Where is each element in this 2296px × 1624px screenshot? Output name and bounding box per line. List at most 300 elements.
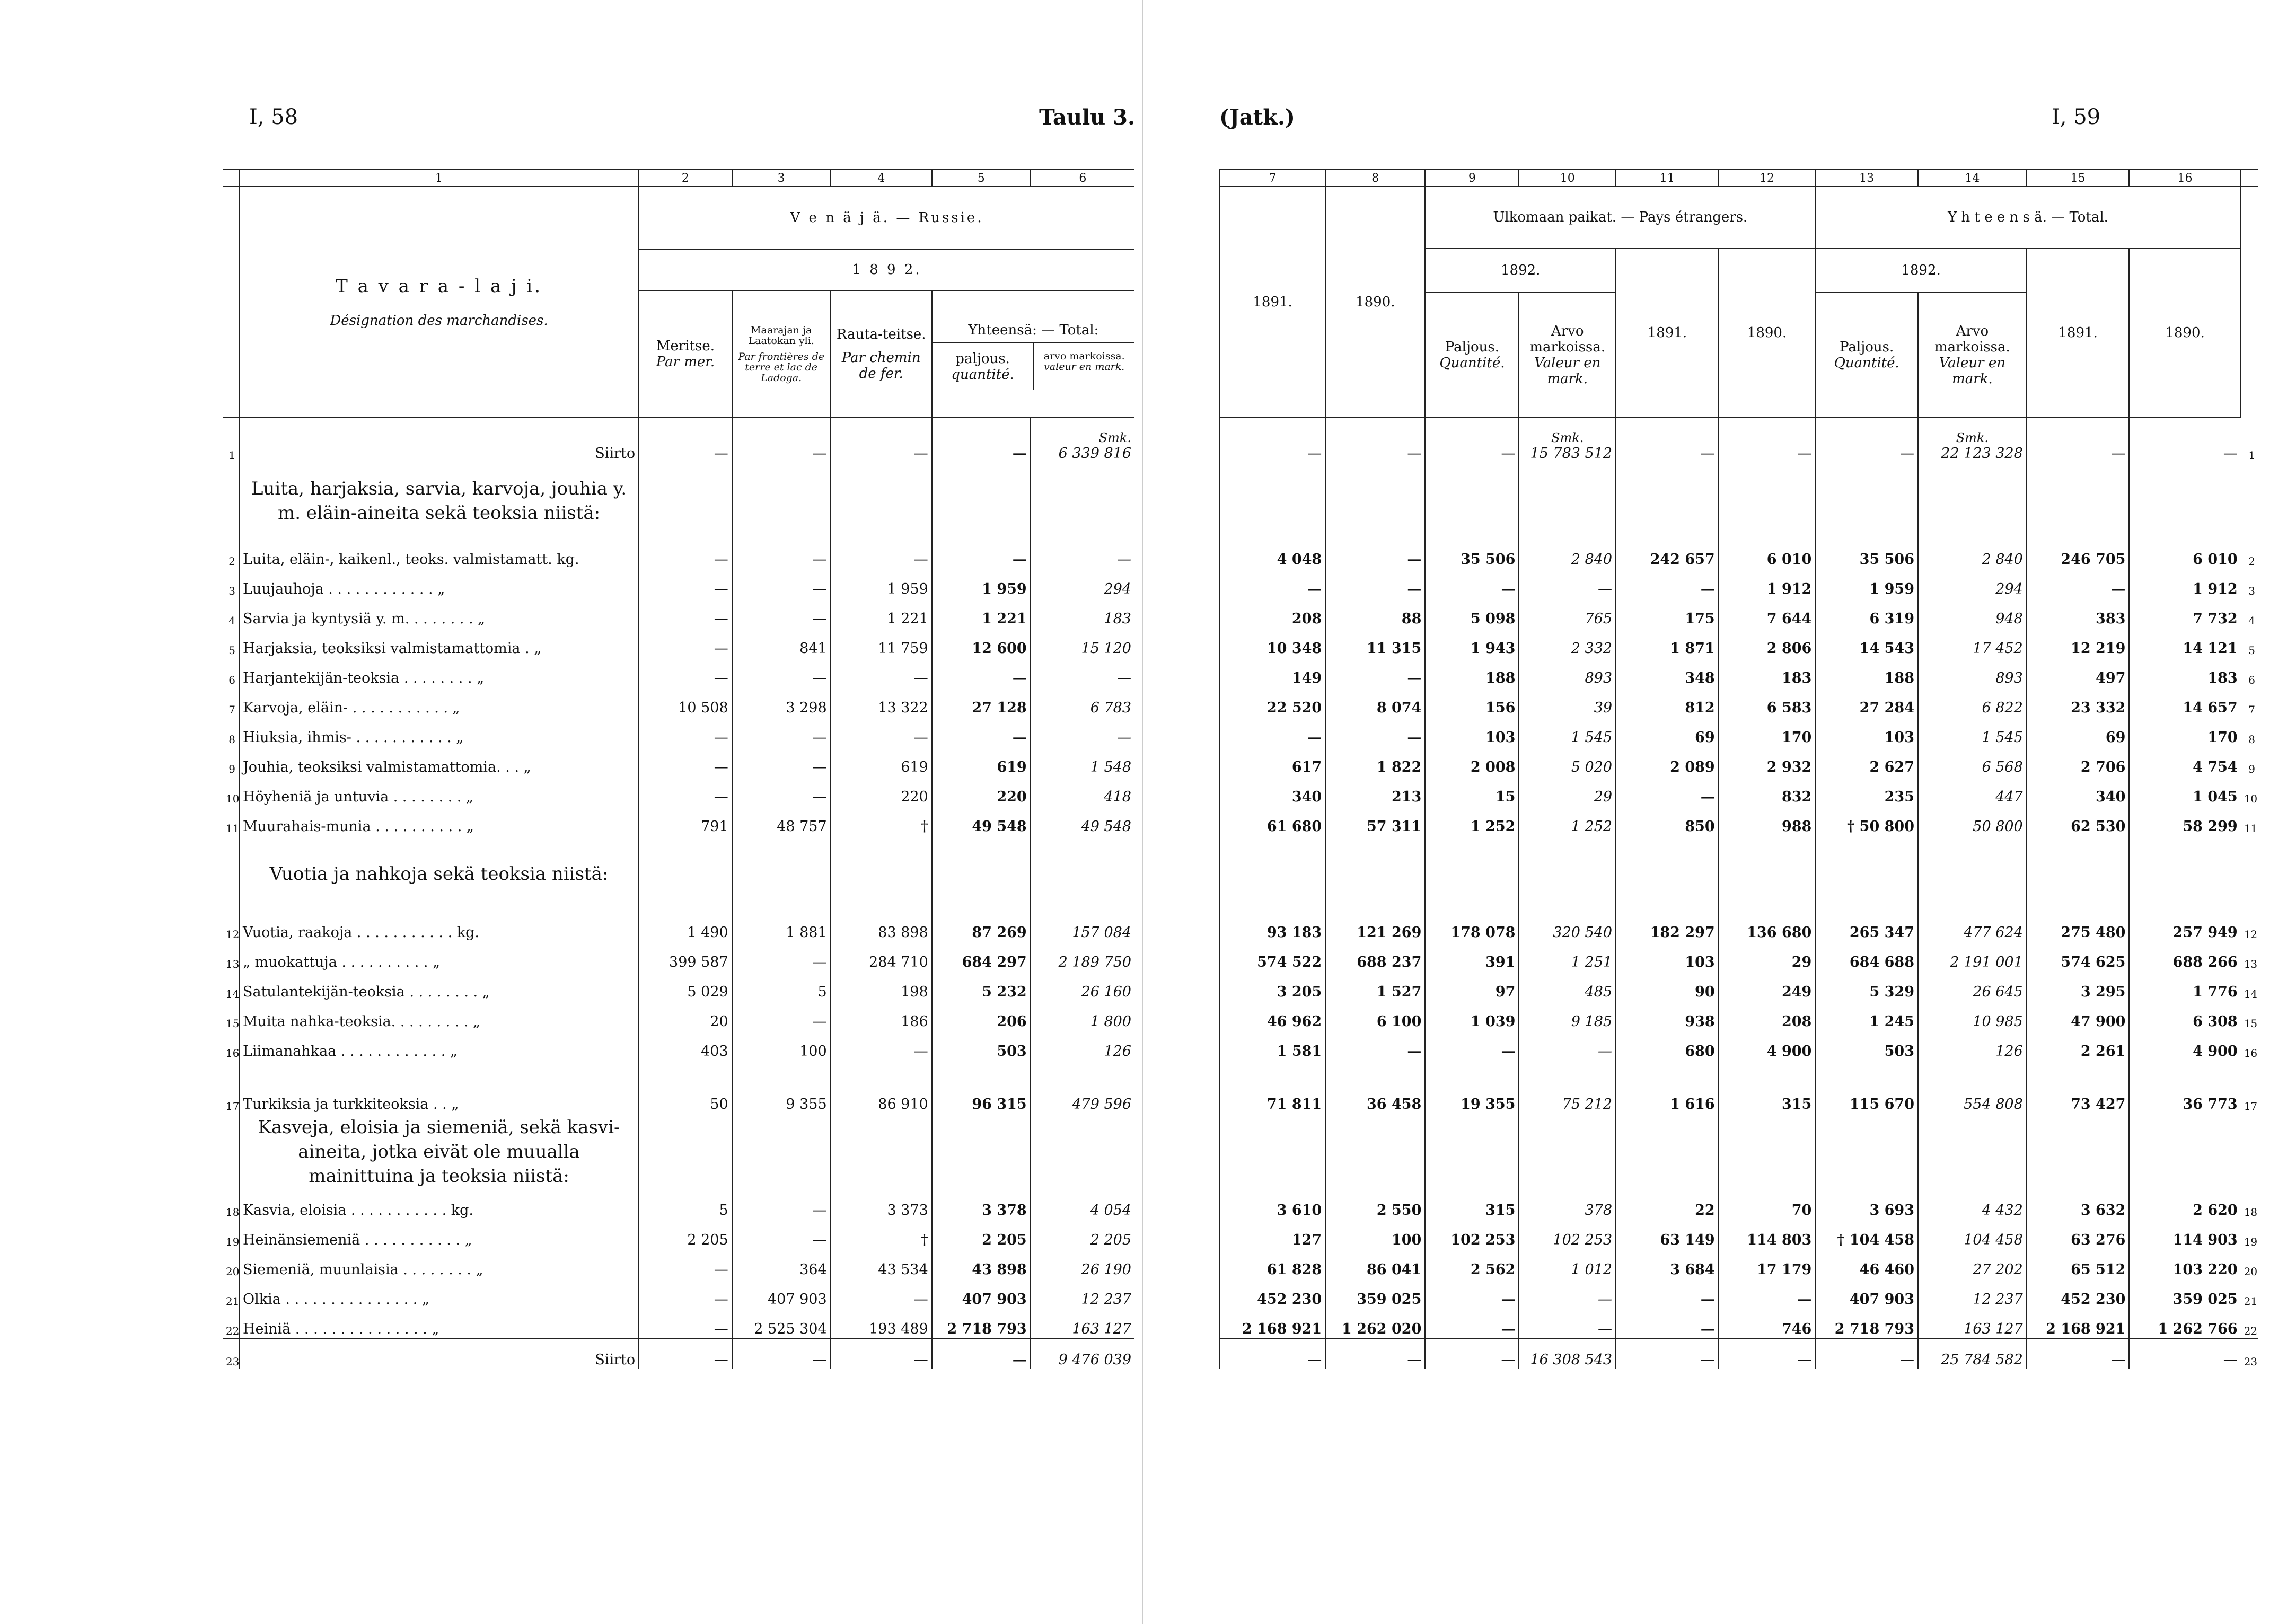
- total-val-header: [1918, 293, 2027, 418]
- cell: 93 183: [1220, 912, 1325, 942]
- cell: 103: [1616, 942, 1719, 972]
- cell: —: [831, 539, 932, 569]
- cell: 14 121: [2129, 628, 2240, 658]
- cell: 46 460: [1815, 1249, 1918, 1279]
- cell: 2 620: [2129, 1190, 2240, 1220]
- cell: 50 800: [1918, 806, 2027, 836]
- line-number: 11: [226, 822, 239, 835]
- cell: 1 221: [831, 598, 932, 628]
- cell: 2 550: [1325, 1190, 1425, 1220]
- line-number: 7: [228, 703, 235, 716]
- cell: 1 800: [1031, 1001, 1134, 1031]
- cell: † 104 458: [1815, 1220, 1918, 1249]
- table-row: [223, 806, 1134, 836]
- land-fi: Maarajan ja Laatokan yli.: [748, 324, 814, 347]
- cell: —: [1325, 539, 1425, 569]
- table-row: [1220, 1190, 2258, 1220]
- table-row: [1220, 569, 2258, 598]
- line-number: 13: [2244, 958, 2258, 970]
- cell: 96 315: [932, 1084, 1031, 1114]
- cell: —: [732, 539, 831, 569]
- cell: —: [1325, 1031, 1425, 1061]
- cell: 9 355: [732, 1084, 831, 1114]
- cell: 5 098: [1425, 598, 1519, 628]
- line-number: 19: [226, 1235, 239, 1248]
- rail-fi: Rauta-teitse.: [836, 326, 926, 342]
- cell: 5: [732, 972, 831, 1001]
- line-number: 11: [2244, 822, 2258, 835]
- cell: —: [639, 717, 732, 747]
- cell: 1 959: [831, 569, 932, 598]
- cell: 5 232: [932, 972, 1031, 1001]
- table-row: [1220, 1084, 2258, 1114]
- table-row: [1220, 1220, 2258, 1249]
- cell: 617: [1220, 747, 1325, 776]
- cell: 62 530: [2027, 806, 2130, 836]
- table-row: [1220, 658, 2258, 687]
- line-number: 20: [226, 1265, 239, 1278]
- table-row: [223, 1220, 1134, 1249]
- cell: —: [1815, 1339, 1918, 1369]
- cell: —: [932, 658, 1031, 687]
- currency-label: Smk.: [1551, 430, 1584, 445]
- cell-value: —: [1307, 445, 1322, 462]
- cell: —: [732, 1001, 831, 1031]
- cell: 29: [1719, 942, 1816, 972]
- cell: [1918, 418, 2027, 463]
- cell: 12 600: [932, 628, 1031, 658]
- col-no: 16: [2129, 170, 2240, 187]
- year-header: 1 8 9 2.: [639, 249, 1134, 290]
- cell: 2 261: [2027, 1031, 2130, 1061]
- cell: [2027, 418, 2130, 463]
- cell: 447: [1918, 776, 2027, 806]
- cell: 103 220: [2129, 1249, 2240, 1279]
- cell: 188: [1815, 658, 1918, 687]
- cell: 485: [1519, 972, 1616, 1001]
- cell: 1 776: [2129, 972, 2240, 1001]
- cell: 8 074: [1325, 687, 1425, 717]
- cell: 1 251: [1519, 942, 1616, 972]
- cell: 58 299: [2129, 806, 2240, 836]
- cell-value: —: [2223, 445, 2238, 462]
- cell: 15 120: [1031, 628, 1134, 658]
- cell: —: [639, 1309, 732, 1339]
- item-name: Jouhia, teoksiksi valmistamattomia. . . „: [239, 747, 639, 776]
- cell: 90: [1616, 972, 1719, 1001]
- cell: 6 010: [1719, 539, 1816, 569]
- cell: —: [1325, 569, 1425, 598]
- rail-header: [831, 290, 932, 418]
- line-number: 15: [2244, 1017, 2258, 1030]
- line-number: 14: [226, 987, 239, 1000]
- col-no: 4: [831, 170, 932, 187]
- cell: 320 540: [1519, 912, 1616, 942]
- cell: —: [932, 418, 1031, 463]
- cell: 1 871: [1616, 628, 1719, 658]
- cell: 1 881: [732, 912, 831, 942]
- cell: 364: [732, 1249, 831, 1279]
- cell: † 50 800: [1815, 806, 1918, 836]
- cell: 36 458: [1325, 1084, 1425, 1114]
- cell: [1719, 418, 1816, 463]
- line-number: 12: [226, 928, 239, 941]
- cell: 47 900: [2027, 1001, 2130, 1031]
- cell: —: [1425, 1309, 1519, 1339]
- russia-1891-header: 1891.: [1220, 187, 1325, 418]
- cell: 348: [1616, 658, 1719, 687]
- cell: 26 160: [1031, 972, 1134, 1001]
- cell: 35 506: [1425, 539, 1519, 569]
- line-number: 2: [228, 555, 235, 568]
- cell: —: [1031, 717, 1134, 747]
- cell: —: [1325, 1339, 1425, 1369]
- cell: 193 489: [831, 1309, 932, 1339]
- table-row: [1220, 598, 2258, 628]
- cell: 170: [2129, 717, 2240, 747]
- cell: 100: [732, 1031, 831, 1061]
- line-number: 22: [226, 1325, 239, 1337]
- item-name: Luujauhoja . . . . . . . . . . . . „: [239, 569, 639, 598]
- cell: —: [732, 598, 831, 628]
- cell: 19 355: [1425, 1084, 1519, 1114]
- foreign-1890-header: 1890.: [1719, 248, 1816, 418]
- cell: 407 903: [732, 1279, 831, 1309]
- cell: 4 900: [1719, 1031, 1816, 1061]
- cell: 1 548: [1031, 747, 1134, 776]
- cell: 49 548: [1031, 806, 1134, 836]
- cell-value: —: [1501, 445, 1516, 462]
- cell: 57 311: [1325, 806, 1425, 836]
- line-number: 21: [226, 1295, 239, 1308]
- cell: 3 373: [831, 1190, 932, 1220]
- cell: 114 803: [1719, 1220, 1816, 1249]
- table-row: [223, 628, 1134, 658]
- val-fi: arvo markoissa.: [1043, 350, 1125, 362]
- line-number: 6: [228, 674, 235, 686]
- cell: 2 205: [1031, 1220, 1134, 1249]
- table-row: [1220, 628, 2258, 658]
- cell: 115 670: [1815, 1084, 1918, 1114]
- cell: 6 783: [1031, 687, 1134, 717]
- cell: 43 898: [932, 1249, 1031, 1279]
- cell: 2 191 001: [1918, 942, 2027, 972]
- cell: —: [639, 598, 732, 628]
- item-name: Muita nahka-teoksia. . . . . . . . . „: [239, 1001, 639, 1031]
- item-name: Liimanahkaa . . . . . . . . . . . . „: [239, 1031, 639, 1061]
- cell: [1425, 418, 1519, 463]
- cell: —: [831, 1279, 932, 1309]
- cell: —: [639, 569, 732, 598]
- line-number: 7: [2248, 703, 2255, 716]
- cell: 383: [2027, 598, 2130, 628]
- cell: 61 680: [1220, 806, 1325, 836]
- item-name: Heiniä . . . . . . . . . . . . . . . „: [239, 1309, 639, 1339]
- cell: —: [1425, 569, 1519, 598]
- col-no: 10: [1519, 170, 1616, 187]
- cell: 1 545: [1519, 717, 1616, 747]
- cell: 2 840: [1918, 539, 2027, 569]
- cell: 20: [639, 1001, 732, 1031]
- cell: 208: [1220, 598, 1325, 628]
- val-fr: Valeur en mark.: [1534, 355, 1601, 387]
- cell: [1031, 418, 1134, 463]
- cell: —: [1220, 569, 1325, 598]
- cell: 680: [1616, 1031, 1719, 1061]
- line-number: 1: [2248, 449, 2255, 462]
- cell-value: —: [1407, 445, 1422, 462]
- cell: 5 329: [1815, 972, 1918, 1001]
- cell: 340: [2027, 776, 2130, 806]
- cell: —: [932, 1339, 1031, 1369]
- col-no: 12: [1719, 170, 1816, 187]
- item-name: Höyheniä ja untuvia . . . . . . . . „: [239, 776, 639, 806]
- table-title: Taulu 3.: [1039, 105, 1135, 130]
- line-number: 5: [228, 644, 235, 657]
- cell: 88: [1325, 598, 1425, 628]
- cell: 3 684: [1616, 1249, 1719, 1279]
- item-name: Vuotia, raakoja . . . . . . . . . . . kg.: [239, 912, 639, 942]
- cell: —: [732, 418, 831, 463]
- cell: 198: [831, 972, 932, 1001]
- cell: —: [639, 628, 732, 658]
- col-no: 3: [732, 170, 831, 187]
- cell: —: [2129, 1339, 2240, 1369]
- cell: —: [1325, 658, 1425, 687]
- foreign-year-header: 1892.: [1425, 248, 1616, 293]
- table-row: [223, 1279, 1134, 1309]
- cell: 83 898: [831, 912, 932, 942]
- line-number: 8: [228, 733, 235, 746]
- cell: 220: [831, 776, 932, 806]
- cell: 183: [1031, 598, 1134, 628]
- col-no: 14: [1918, 170, 2027, 187]
- table-row: [223, 687, 1134, 717]
- cell: 22 520: [1220, 687, 1325, 717]
- cell: 4 048: [1220, 539, 1325, 569]
- qty-fi: paljous.: [955, 350, 1010, 367]
- cell: 26 645: [1918, 972, 2027, 1001]
- currency-label: Smk.: [1098, 430, 1131, 445]
- table-row: [1220, 1031, 2258, 1061]
- cell: 65 512: [2027, 1249, 2130, 1279]
- val-fr: valeur en mark.: [1044, 360, 1125, 373]
- cell: [1519, 418, 1616, 463]
- cell: 619: [831, 747, 932, 776]
- cell: —: [831, 1339, 932, 1369]
- cell-value: —: [1900, 445, 1914, 462]
- val-fi: Arvo markoissa.: [1934, 323, 2010, 355]
- right-page: [1187, 0, 2296, 1624]
- cell: [2129, 418, 2240, 463]
- cell: 2 189 750: [1031, 942, 1134, 972]
- cell: 765: [1519, 598, 1616, 628]
- cell: 6 308: [2129, 1001, 2240, 1031]
- table-row: [1220, 1001, 2258, 1031]
- cell: 554 808: [1918, 1084, 2027, 1114]
- cell: 104 458: [1918, 1220, 2027, 1249]
- line-number: 2: [2248, 555, 2255, 568]
- qty-fr: quantité.: [951, 366, 1014, 383]
- cell: 2 168 921: [2027, 1309, 2130, 1339]
- table-row: [223, 972, 1134, 1001]
- table-row: [1220, 717, 2258, 747]
- cell: 86 910: [831, 1084, 932, 1114]
- cell: 35 506: [1815, 539, 1918, 569]
- col-no: 8: [1325, 170, 1425, 187]
- cell-value: —: [1700, 445, 1715, 462]
- table-row: [223, 747, 1134, 776]
- cell: 6 568: [1918, 747, 2027, 776]
- siirto-row: [1220, 1339, 2258, 1369]
- table-row: [223, 1031, 1134, 1061]
- cell: 1 943: [1425, 628, 1519, 658]
- item-name: „ muokattuja . . . . . . . . . . „: [239, 942, 639, 972]
- item-name: Heinänsiemeniä . . . . . . . . . . . „: [239, 1220, 639, 1249]
- line-number: 13: [226, 958, 239, 970]
- cell: 46 962: [1220, 1001, 1325, 1031]
- siirto-row: [223, 418, 1134, 463]
- cell: 2 718 793: [1815, 1309, 1918, 1339]
- cell: 100: [1325, 1220, 1425, 1249]
- cell: 688 266: [2129, 942, 2240, 972]
- cell: 2 806: [1719, 628, 1816, 658]
- cell: —: [639, 418, 732, 463]
- cell: 136 680: [1719, 912, 1816, 942]
- col-no: 6: [1031, 170, 1134, 187]
- cell: 6 319: [1815, 598, 1918, 628]
- cell: 69: [2027, 717, 2130, 747]
- cell: 399 587: [639, 942, 732, 972]
- cell: 10 508: [639, 687, 732, 717]
- cell: 265 347: [1815, 912, 1918, 942]
- cell: 1 012: [1519, 1249, 1616, 1279]
- cell-value: —: [2111, 445, 2126, 462]
- line-number: 5: [2248, 644, 2255, 657]
- line-number: 12: [2244, 928, 2258, 941]
- cell: —: [831, 717, 932, 747]
- cell: 178 078: [1425, 912, 1519, 942]
- cell: 359 025: [2129, 1279, 2240, 1309]
- cell: 684 688: [1815, 942, 1918, 972]
- cell: 2 008: [1425, 747, 1519, 776]
- total-header: [932, 290, 1134, 418]
- cell: 2 932: [1719, 747, 1816, 776]
- line-number: 21: [2244, 1295, 2258, 1308]
- group-header-row: [223, 1114, 1134, 1190]
- cell: —: [1031, 539, 1134, 569]
- cell: 403: [639, 1031, 732, 1061]
- cell: 988: [1719, 806, 1816, 836]
- cell: 2 168 921: [1220, 1309, 1325, 1339]
- cell: 242 657: [1616, 539, 1719, 569]
- cell: —: [639, 776, 732, 806]
- cell: 1 527: [1325, 972, 1425, 1001]
- cell: 574 522: [1220, 942, 1325, 972]
- cell: 12 219: [2027, 628, 2130, 658]
- cell: 812: [1616, 687, 1719, 717]
- cell: 893: [1918, 658, 2027, 687]
- table-row: [223, 1001, 1134, 1031]
- cell: 63 276: [2027, 1220, 2130, 1249]
- total-qty-header: [1815, 293, 1918, 418]
- cell: —: [1616, 1279, 1719, 1309]
- col-no: 1: [239, 170, 639, 187]
- cell: —: [831, 658, 932, 687]
- cell: 17 179: [1719, 1249, 1816, 1279]
- table-row: [223, 658, 1134, 687]
- cell: 26 190: [1031, 1249, 1134, 1279]
- val-fi: Arvo markoissa.: [1529, 323, 1606, 355]
- cell: 257 949: [2129, 912, 2240, 942]
- cell: 2 525 304: [732, 1309, 831, 1339]
- sea-header: [639, 290, 732, 418]
- cell: †: [831, 1220, 932, 1249]
- line-number: 3: [2248, 585, 2255, 597]
- cell: 452 230: [2027, 1279, 2130, 1309]
- table-row: [1220, 972, 2258, 1001]
- cell: —: [1519, 569, 1616, 598]
- cell: 15: [1425, 776, 1519, 806]
- line-number: 1: [228, 449, 235, 462]
- cell: 359 025: [1325, 1279, 1425, 1309]
- cell: 63 149: [1616, 1220, 1719, 1249]
- cell: 69: [1616, 717, 1719, 747]
- cell: —: [2027, 569, 2130, 598]
- cell: 294: [1918, 569, 2027, 598]
- column-numbers: [1220, 170, 2258, 187]
- cell: [1815, 418, 1918, 463]
- cell: 2 627: [1815, 747, 1918, 776]
- cell: 9 185: [1519, 1001, 1616, 1031]
- column-numbers: [223, 170, 1134, 187]
- cell: 6 583: [1719, 687, 1816, 717]
- cell: —: [1220, 717, 1325, 747]
- cell: 1 959: [932, 569, 1031, 598]
- cell: 39: [1519, 687, 1616, 717]
- cell: 49 548: [932, 806, 1031, 836]
- cell: 12 237: [1031, 1279, 1134, 1309]
- cell: —: [732, 569, 831, 598]
- cell: 4 054: [1031, 1190, 1134, 1220]
- cell: 10 348: [1220, 628, 1325, 658]
- group-title: Vuotia ja nahkoja sekä teoksia niistä:: [239, 836, 639, 912]
- cell: 12 237: [1918, 1279, 2027, 1309]
- cell: —: [732, 1339, 831, 1369]
- cell-value: 6 339 816: [1058, 445, 1131, 462]
- cell: 163 127: [1918, 1309, 2027, 1339]
- cell: 126: [1031, 1031, 1134, 1061]
- group-title: Kasveja, eloisia ja siemeniä, sekä kasvi-aineita, jotka eivät ole muualla mainittuina ja teoksia niistä:: [239, 1114, 639, 1190]
- cell: 477 624: [1918, 912, 2027, 942]
- cell: 1 822: [1325, 747, 1425, 776]
- cell: —: [1519, 1031, 1616, 1061]
- cell: 2 718 793: [932, 1309, 1031, 1339]
- cell: —: [1519, 1279, 1616, 1309]
- cell: 294: [1031, 569, 1134, 598]
- siirto-label: Siirto: [239, 1339, 639, 1369]
- table-row: [223, 776, 1134, 806]
- cell: 11 315: [1325, 628, 1425, 658]
- cell: 6 822: [1918, 687, 2027, 717]
- left-page: [0, 0, 1145, 1624]
- item-name: Karvoja, eläin- . . . . . . . . . . . „: [239, 687, 639, 717]
- line-number: 4: [228, 614, 235, 627]
- line-number: 16: [2244, 1047, 2258, 1060]
- cell: 208: [1719, 1001, 1816, 1031]
- cell: 70: [1719, 1190, 1816, 1220]
- cell: 6 010: [2129, 539, 2240, 569]
